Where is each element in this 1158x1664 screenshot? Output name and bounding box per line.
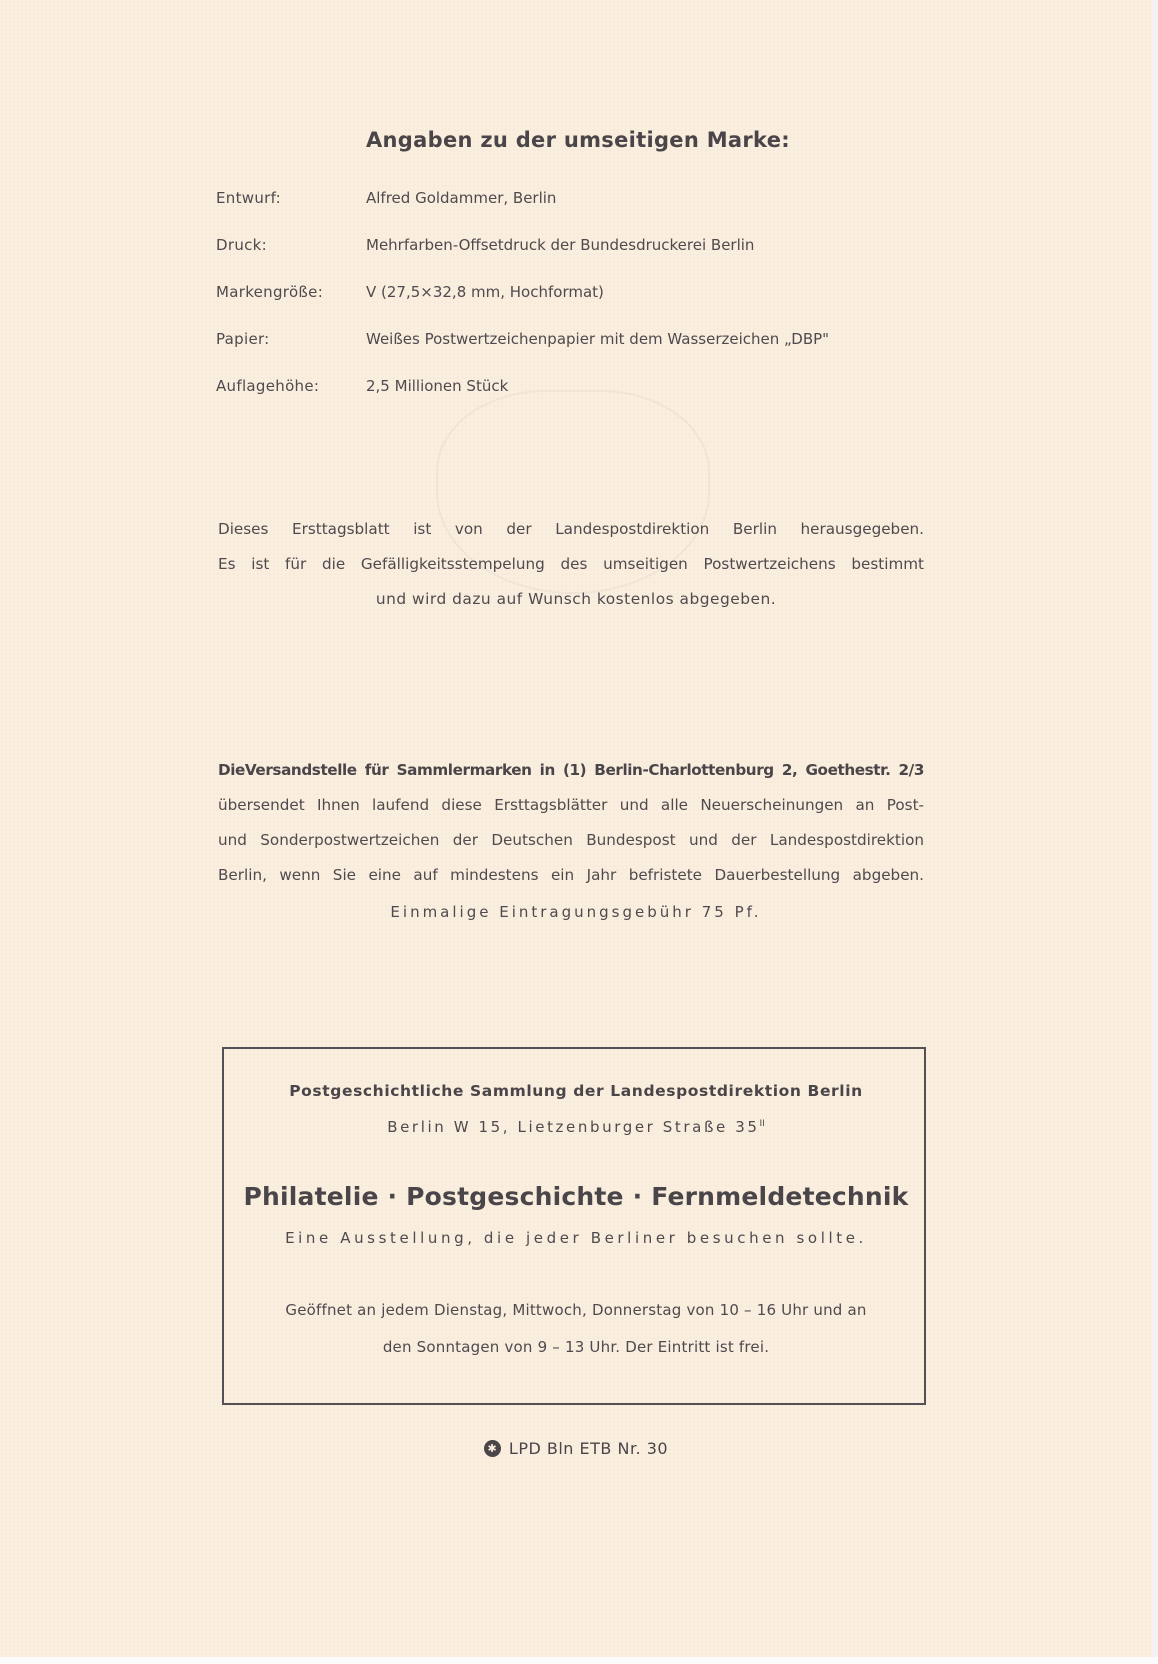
detail-label-druck: Druck:: [216, 236, 268, 254]
intro-line-3: und wird dazu auf Wunsch kostenlos abgegeben.: [375, 590, 777, 608]
subscription-line-3: Berlin, wenn Sie eine auf mindestens ein Jahr befristete Dauerbestellung abgeben.: [218, 866, 924, 884]
subscription-address-line: DieVersandstelle für Sammlermarken in (1) Berlin-Charlottenburg 2, Goethestr. 2/3: [218, 761, 924, 779]
post-horn-logo-icon: [484, 1440, 501, 1457]
intro-line-1: Dieses Ersttagsblatt ist von der Landespostdirektion Berlin herausgegeben.: [218, 520, 924, 538]
museum-hours-line-1: Geöffnet an jedem Dienstag, Mittwoch, Donnerstag von 10 – 16 Uhr und an: [285, 1301, 867, 1319]
page-heading: Angaben zu der umseitigen Marke:: [366, 128, 790, 152]
detail-label-auflagehoehe: Auflagehöhe:: [216, 377, 320, 395]
scan-edge-right: [1152, 0, 1158, 1657]
detail-label-markengroesse: Markengröße:: [216, 283, 324, 301]
subscription-line-1: übersendet Ihnen laufend diese Ersttagsblätter und alle Neuerscheinungen an Post-: [218, 796, 924, 814]
scan-edge-bottom: [0, 1657, 1158, 1664]
footer-text: LPD Bln ETB Nr. 30: [508, 1439, 669, 1458]
museum-hours-line-2: den Sonntagen von 9 – 13 Uhr. Der Eintritt ist frei.: [382, 1338, 770, 1356]
intro-line-2: Es ist für die Gefälligkeitsstempelung des umseitigen Postwertzeichens bestimmt: [218, 555, 924, 573]
museum-slogan: Philatelie · Postgeschichte · Fernmeldetechnik: [243, 1182, 909, 1211]
detail-value-markengroesse: V (27,5×32,8 mm, Hochformat): [366, 283, 604, 301]
detail-value-druck: Mehrfarben-Offsetdruck der Bundesdruckerei Berlin: [366, 236, 755, 254]
museum-title: Postgeschichtliche Sammlung der Landespostdirektion Berlin: [289, 1082, 863, 1100]
detail-value-entwurf: Alfred Goldammer, Berlin: [366, 189, 557, 207]
detail-label-entwurf: Entwurf:: [216, 189, 282, 207]
museum-address: [0, 1118, 1152, 1136]
museum-address-street: Berlin W 15, Lietzenburger Straße 35: [387, 1118, 760, 1136]
museum-subtitle: Eine Ausstellung, die jeder Berliner besuchen sollte.: [285, 1229, 867, 1247]
detail-label-papier: Papier:: [216, 330, 270, 348]
detail-value-papier: Weißes Postwertzeichenpapier mit dem Wasserzeichen „DBP": [366, 330, 830, 348]
detail-value-auflagehoehe: 2,5 Millionen Stück: [366, 377, 509, 395]
museum-address-floor: II: [759, 1119, 765, 1129]
subscription-line-2: und Sonderpostwertzeichen der Deutschen Bundespost und der Landespostdirektion: [218, 831, 924, 849]
registration-fee: Einmalige Eintragungsgebühr 75 Pf.: [390, 903, 762, 921]
footer-reference: [0, 1439, 1152, 1458]
